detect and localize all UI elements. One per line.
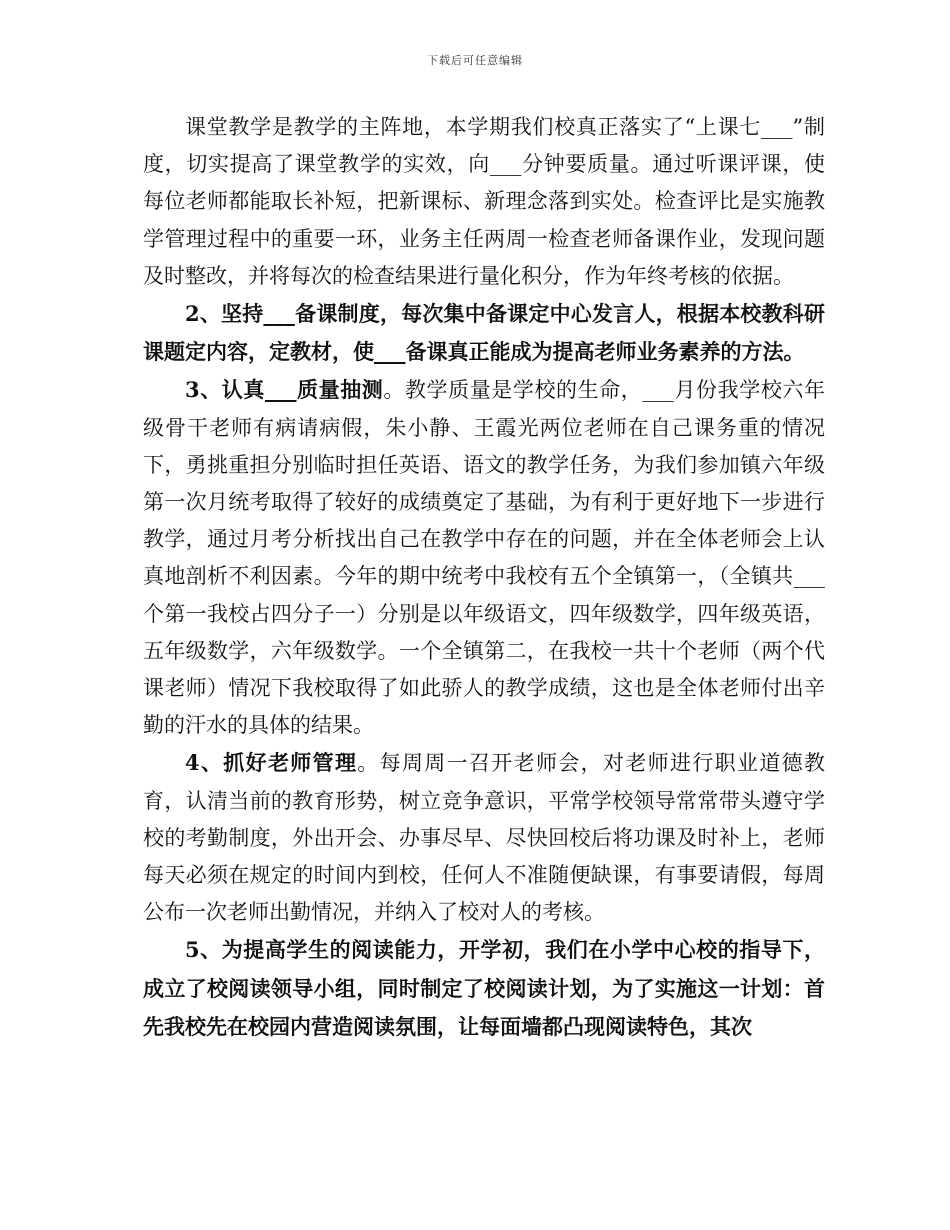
paragraph-text: 。教学质量是学校的生命，___月份我学校六年级骨干老师有病请病假，朱小静、王霞光两位老师在自己课务重的情况下，勇挑重担分别临时担任英语、语文的教学任务，为我们参加镇六年级第一次月统考取得了较好的成绩奠定了基础，为有利于更好地下一步进行教学，通过月考分析找出自己在教学中存在的问题，并在全体老师会上认真地剖析不利因素。今年的期中统考中我校有五个全镇第一，（全镇共___个第一我校占四分子一）分别是以年级语文，四年级数学，四年级英语，五年级数学，六年级数学。一个全镇第二，在我校一共十个老师（两个代课老师）情况下我校取得了如此骄人的教学成绩，这也是全体老师付出辛勤的汗水的具体的结果。 [143, 378, 825, 738]
paragraph-lead: 2、坚持___备课制度，每次集中备课定中心发言人，根据本校教科研课题定内容，定教材，使___备课真正能成为提高老师业务素养的方法。 [143, 301, 825, 365]
paragraph-lesson-prep [143, 295, 825, 371]
paragraph-classroom-teaching [143, 108, 825, 295]
paragraph-lead: 5、为提高学生的阅读能力，开学初，我们在小学中心校的指导下，成立了校阅读领导小组，同时制定了校阅读计划，为了实施这一计划：首先我校先在校园内营造阅读氛围，让每面墙都凸现阅读特色，其次 [143, 937, 825, 1039]
paragraph-teacher-management [143, 744, 825, 931]
paragraph-text: 课堂教学是教学的主阵地，本学期我们校真正落实了“上课七___”制度，切实提高了课堂教学的实效，向___分钟要质量。通过听课评课，使每位老师都能取长补短，把新课标、新理念落到实处。检查评比是实施教学管理过程中的重要一环，业务主任两周一检查老师备课作业，发现问题及时整改，并将每次的检查结果进行量化积分，作为年终考核的依据。 [143, 115, 825, 288]
page-header: 下载后可任意编辑 [427, 54, 523, 67]
paragraph-reading-ability [143, 931, 825, 1046]
document-body [143, 108, 825, 1046]
paragraph-quality-test [143, 371, 825, 744]
paragraph-lead: 3、认真___质量抽测 [185, 377, 384, 403]
paragraph-lead: 4、抓好老师管理 [185, 750, 358, 776]
paragraph-text: 。每周周一召开老师会，对老师进行职业道德教育，认清当前的教育形势，树立竞争意识，平常学校领导常常带头遵守学校的考勤制度，外出开会、办事尽早、尽快回校后将功课及时补上，老师每天必须在规定的时间内到校，任何人不准随便缺课，有事要请假，每周公布一次老师出勤情况，并纳入了校对人的考核。 [143, 751, 825, 925]
